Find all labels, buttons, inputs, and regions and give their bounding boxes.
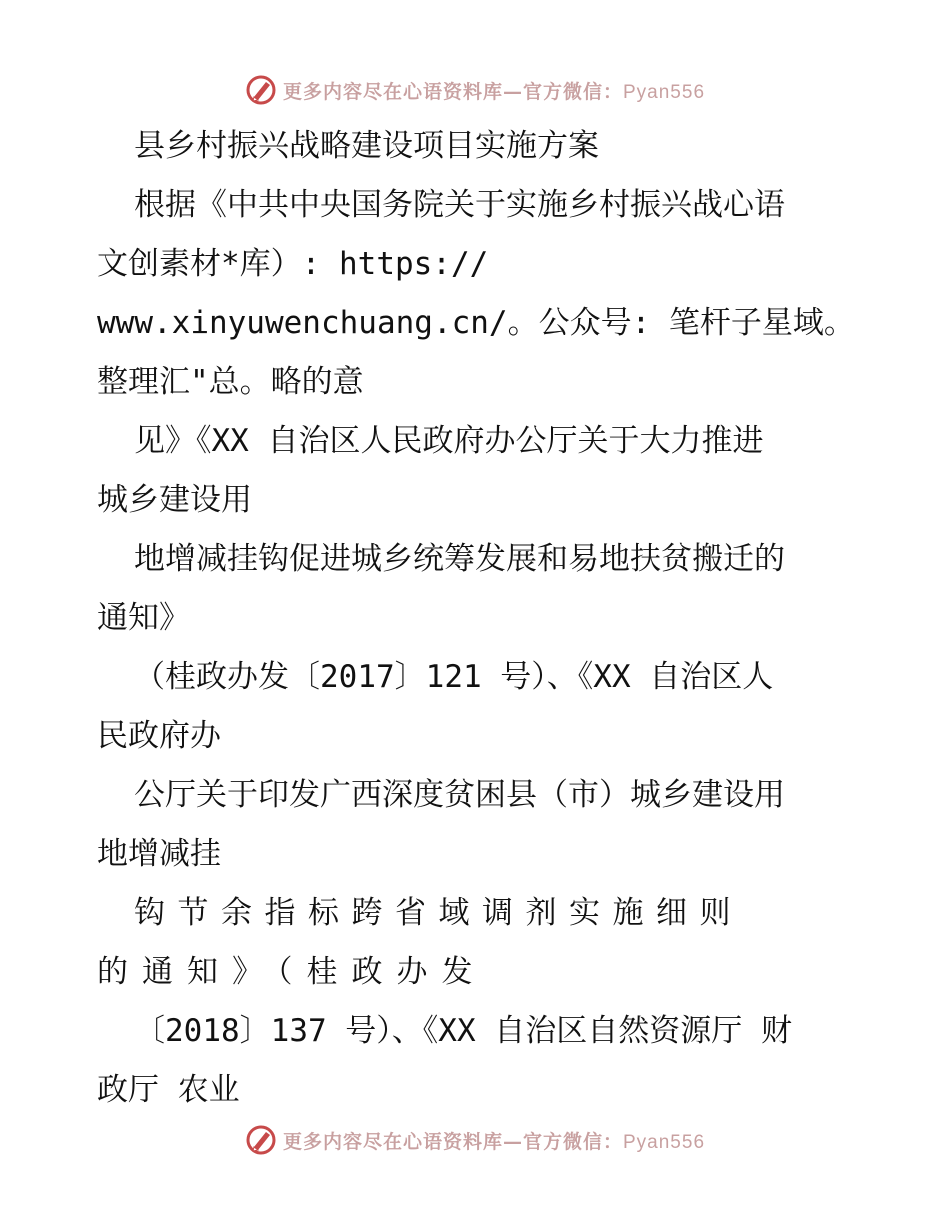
header-banner bbox=[0, 70, 950, 110]
banner-contact: Pyan556 bbox=[623, 1131, 706, 1153]
doc-line: 根据《中共中央国务院关于实施乡村振兴战心语 bbox=[134, 187, 785, 223]
doc-line: 文创素材*库）: https:// bbox=[97, 246, 489, 282]
doc-line: 的通知》（桂政办发 bbox=[97, 954, 487, 990]
doc-line: 见》《XX 自治区人民政府办公厅关于大力推进 bbox=[134, 423, 764, 459]
doc-line: 政厅 农业 bbox=[97, 1072, 240, 1108]
doc-line: 通知》 bbox=[97, 600, 190, 636]
doc-line: www.xinyuwenchuang.cn/。公众号: 笔杆子星域。 bbox=[97, 305, 855, 341]
banner-text: 更多内容尽在心语资料库—官方微信：Pyan556 bbox=[282, 80, 706, 103]
banner-text: 更多内容尽在心语资料库—官方微信：Pyan556 bbox=[282, 1130, 706, 1153]
doc-line: 公厅关于印发广西深度贫困县（市）城乡建设用 bbox=[134, 777, 785, 813]
pen-logo-icon bbox=[245, 1124, 277, 1156]
doc-line: 城乡建设用 bbox=[97, 482, 252, 518]
doc-line: 〔2018〕137 号）、《XX 自治区自然资源厅 财 bbox=[134, 1013, 792, 1049]
doc-line: 民政府办 bbox=[97, 718, 221, 754]
doc-title: 县乡村振兴战略建设项目实施方案 bbox=[134, 128, 599, 164]
document-body bbox=[97, 117, 857, 1120]
doc-line: 地增减挂 bbox=[97, 836, 221, 872]
pen-logo-icon bbox=[245, 74, 277, 106]
banner-contact: Pyan556 bbox=[623, 81, 706, 103]
doc-line: 整理汇"总。略的意 bbox=[97, 364, 364, 400]
doc-line: 钩节余指标跨省域调剂实施细则 bbox=[134, 895, 743, 931]
doc-line: （桂政办发〔2017〕121 号）、《XX 自治区人 bbox=[134, 659, 774, 695]
footer-banner bbox=[0, 1120, 950, 1160]
doc-line: 地增减挂钩促进城乡统筹发展和易地扶贫搬迁的 bbox=[134, 541, 785, 577]
